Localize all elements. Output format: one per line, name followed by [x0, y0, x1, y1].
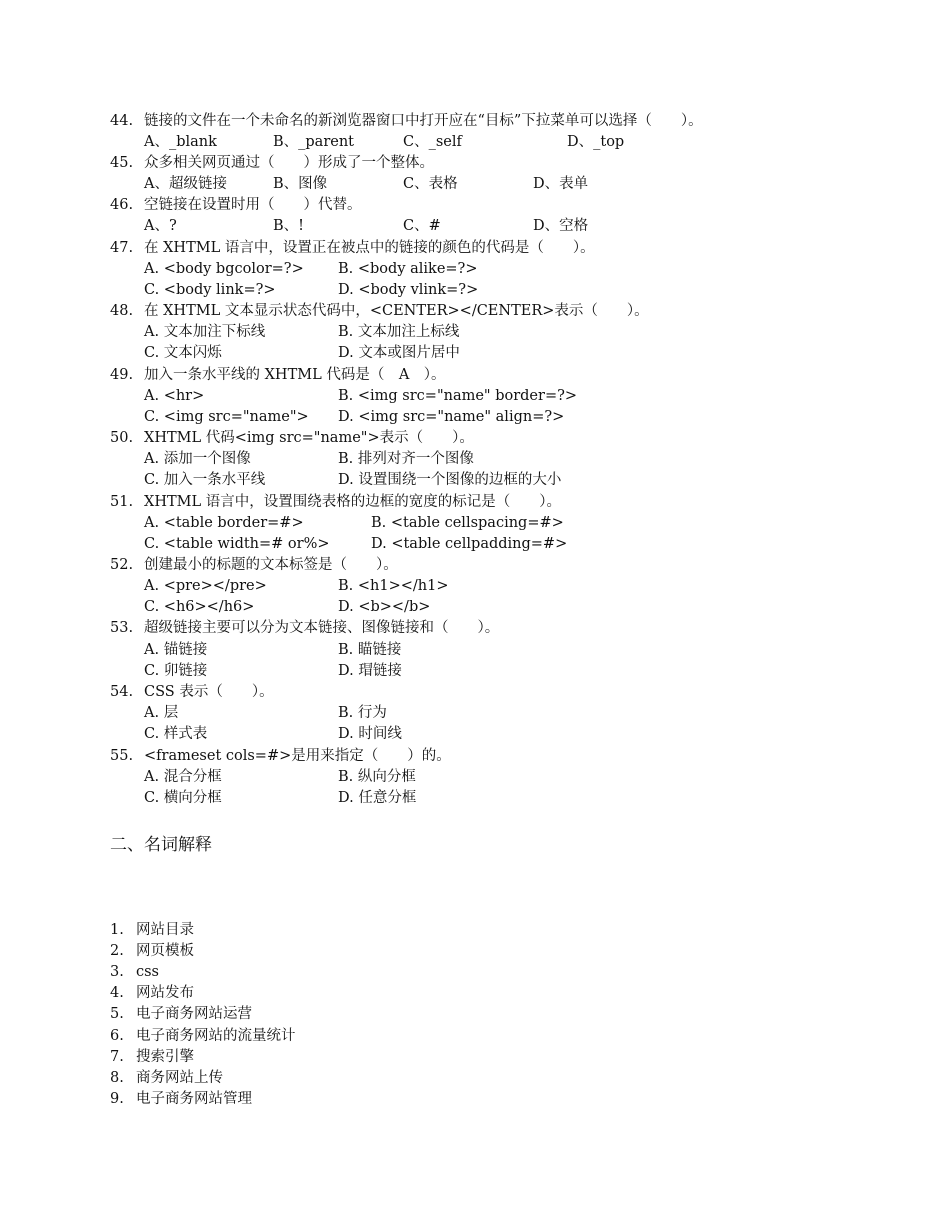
- question-number: 51.: [110, 494, 134, 510]
- term-text: 网站目录: [136, 922, 194, 938]
- term-text: 商务网站上传: [136, 1070, 223, 1086]
- answer-option: D、空格: [533, 218, 589, 234]
- answer-option: A. 添加一个图像: [144, 451, 251, 467]
- term-number: 8.: [110, 1070, 124, 1086]
- answer-option: D. 文本或图片居中: [338, 345, 460, 361]
- question-number: 49.: [110, 367, 134, 383]
- answer-option: A、_blank: [144, 134, 217, 150]
- answer-option: B. 行为: [338, 705, 387, 721]
- question-number: 44.: [110, 113, 134, 129]
- question-number: 47.: [110, 240, 134, 256]
- answer-option: C、#: [403, 218, 441, 234]
- answer-option: D. <b></b>: [338, 599, 431, 615]
- answer-option: B. <table cellspacing=#>: [371, 515, 564, 531]
- question-text: 链接的文件在一个未命名的新浏览器窗口中打开应在“目标”下拉菜单可以选择（ ）。: [144, 113, 703, 129]
- answer-option: C. 加入一条水平线: [144, 472, 266, 488]
- answer-option: B. 排列对齐一个图像: [338, 451, 474, 467]
- term-number: 5.: [110, 1006, 124, 1022]
- answer-option: B. <img src="name" border=?>: [338, 388, 578, 404]
- answer-option: D. <img src="name" align=?>: [338, 409, 565, 425]
- term-number: 1.: [110, 922, 124, 938]
- question-number: 48.: [110, 303, 134, 319]
- answer-option: A. <pre></pre>: [144, 578, 267, 594]
- term-text: 电子商务网站管理: [136, 1091, 252, 1107]
- term-text: 网站发布: [136, 985, 194, 1001]
- question-text: 创建最小的标题的文本标签是（ ）。: [144, 557, 398, 573]
- section-title: 二、名词解释: [110, 835, 212, 855]
- term-number: 3.: [110, 964, 124, 980]
- question-text: 众多相关网页通过（ ）形成了一个整体。: [144, 155, 434, 171]
- question-text: XHTML 语言中，设置围绕表格的边框的宽度的标记是（ ）。: [144, 494, 561, 510]
- question-number: 50.: [110, 430, 134, 446]
- term-number: 4.: [110, 985, 124, 1001]
- answer-option: D. 瑁链接: [338, 663, 402, 679]
- question-number: 53.: [110, 620, 134, 636]
- answer-option: B、图像: [273, 176, 328, 192]
- answer-option: D、表单: [533, 176, 589, 192]
- answer-option: C. 卯链接: [144, 663, 208, 679]
- answer-option: B. 瞄链接: [338, 642, 402, 658]
- answer-option: D. 时间线: [338, 726, 402, 742]
- answer-option: B、_parent: [273, 134, 355, 150]
- term-number: 2.: [110, 943, 124, 959]
- answer-option: A. 锚链接: [144, 642, 208, 658]
- term-number: 6.: [110, 1028, 124, 1044]
- question-text: <frameset cols=#>是用来指定（ ）的。: [144, 748, 451, 764]
- answer-option: A、?: [144, 218, 177, 234]
- answer-option: C、_self: [403, 134, 462, 150]
- answer-option: C. 文本闪烁: [144, 345, 222, 361]
- term-text: 搜索引擎: [136, 1049, 194, 1065]
- answer-option: A. <body bgcolor=?>: [144, 261, 304, 277]
- question-number: 55.: [110, 748, 134, 764]
- term-text: 电子商务网站的流量统计: [136, 1028, 296, 1044]
- answer-option: C. <h6></h6>: [144, 599, 255, 615]
- question-text: 空链接在设置时用（ ）代替。: [144, 197, 362, 213]
- answer-option: C. <body link=?>: [144, 282, 276, 298]
- answer-option: A. 混合分框: [144, 769, 222, 785]
- answer-option: D、_top: [567, 134, 625, 150]
- answer-option: C. <img src="name">: [144, 409, 309, 425]
- answer-option: C. 样式表: [144, 726, 208, 742]
- answer-option: C、表格: [403, 176, 458, 192]
- answer-option: D. 任意分框: [338, 790, 417, 806]
- question-number: 45.: [110, 155, 134, 171]
- answer-option: B. 文本加注上标线: [338, 324, 460, 340]
- term-number: 7.: [110, 1049, 124, 1065]
- answer-option: D. 设置围绕一个图像的边框的大小: [338, 472, 562, 488]
- question-text: CSS 表示（ ）。: [144, 684, 274, 700]
- answer-option: B. 纵向分框: [338, 769, 416, 785]
- answer-option: A. <hr>: [144, 388, 205, 404]
- term-text: 网页模板: [136, 943, 194, 959]
- answer-option: A. 层: [144, 705, 179, 721]
- question-number: 46.: [110, 197, 134, 213]
- question-text: 在 XHTML 文本显示状态代码中，<CENTER></CENTER>表示（ ）。: [144, 303, 649, 319]
- answer-option: C. <table width=# or%>: [144, 536, 330, 552]
- question-number: 52.: [110, 557, 134, 573]
- answer-option: B、!: [273, 218, 304, 234]
- term-text: 电子商务网站运营: [136, 1006, 252, 1022]
- question-text: XHTML 代码<img src="name">表示（ ）。: [144, 430, 474, 446]
- answer-option: A. <table border=#>: [144, 515, 304, 531]
- answer-option: B. <h1></h1>: [338, 578, 449, 594]
- answer-option: D. <table cellpadding=#>: [371, 536, 568, 552]
- question-number: 54.: [110, 684, 134, 700]
- term-text: css: [136, 964, 160, 980]
- answer-option: A. 文本加注下标线: [144, 324, 266, 340]
- answer-option: A、超级链接: [144, 176, 227, 192]
- answer-option: D. <body vlink=?>: [338, 282, 479, 298]
- question-text: 超级链接主要可以分为文本链接、图像链接和（ ）。: [144, 620, 500, 636]
- term-number: 9.: [110, 1091, 124, 1107]
- question-text: 在 XHTML 语言中，设置正在被点中的链接的颜色的代码是（ ）。: [144, 240, 595, 256]
- answer-option: C. 横向分框: [144, 790, 222, 806]
- question-text: 加入一条水平线的 XHTML 代码是（ A ）。: [144, 367, 446, 383]
- answer-option: B. <body alike=?>: [338, 261, 478, 277]
